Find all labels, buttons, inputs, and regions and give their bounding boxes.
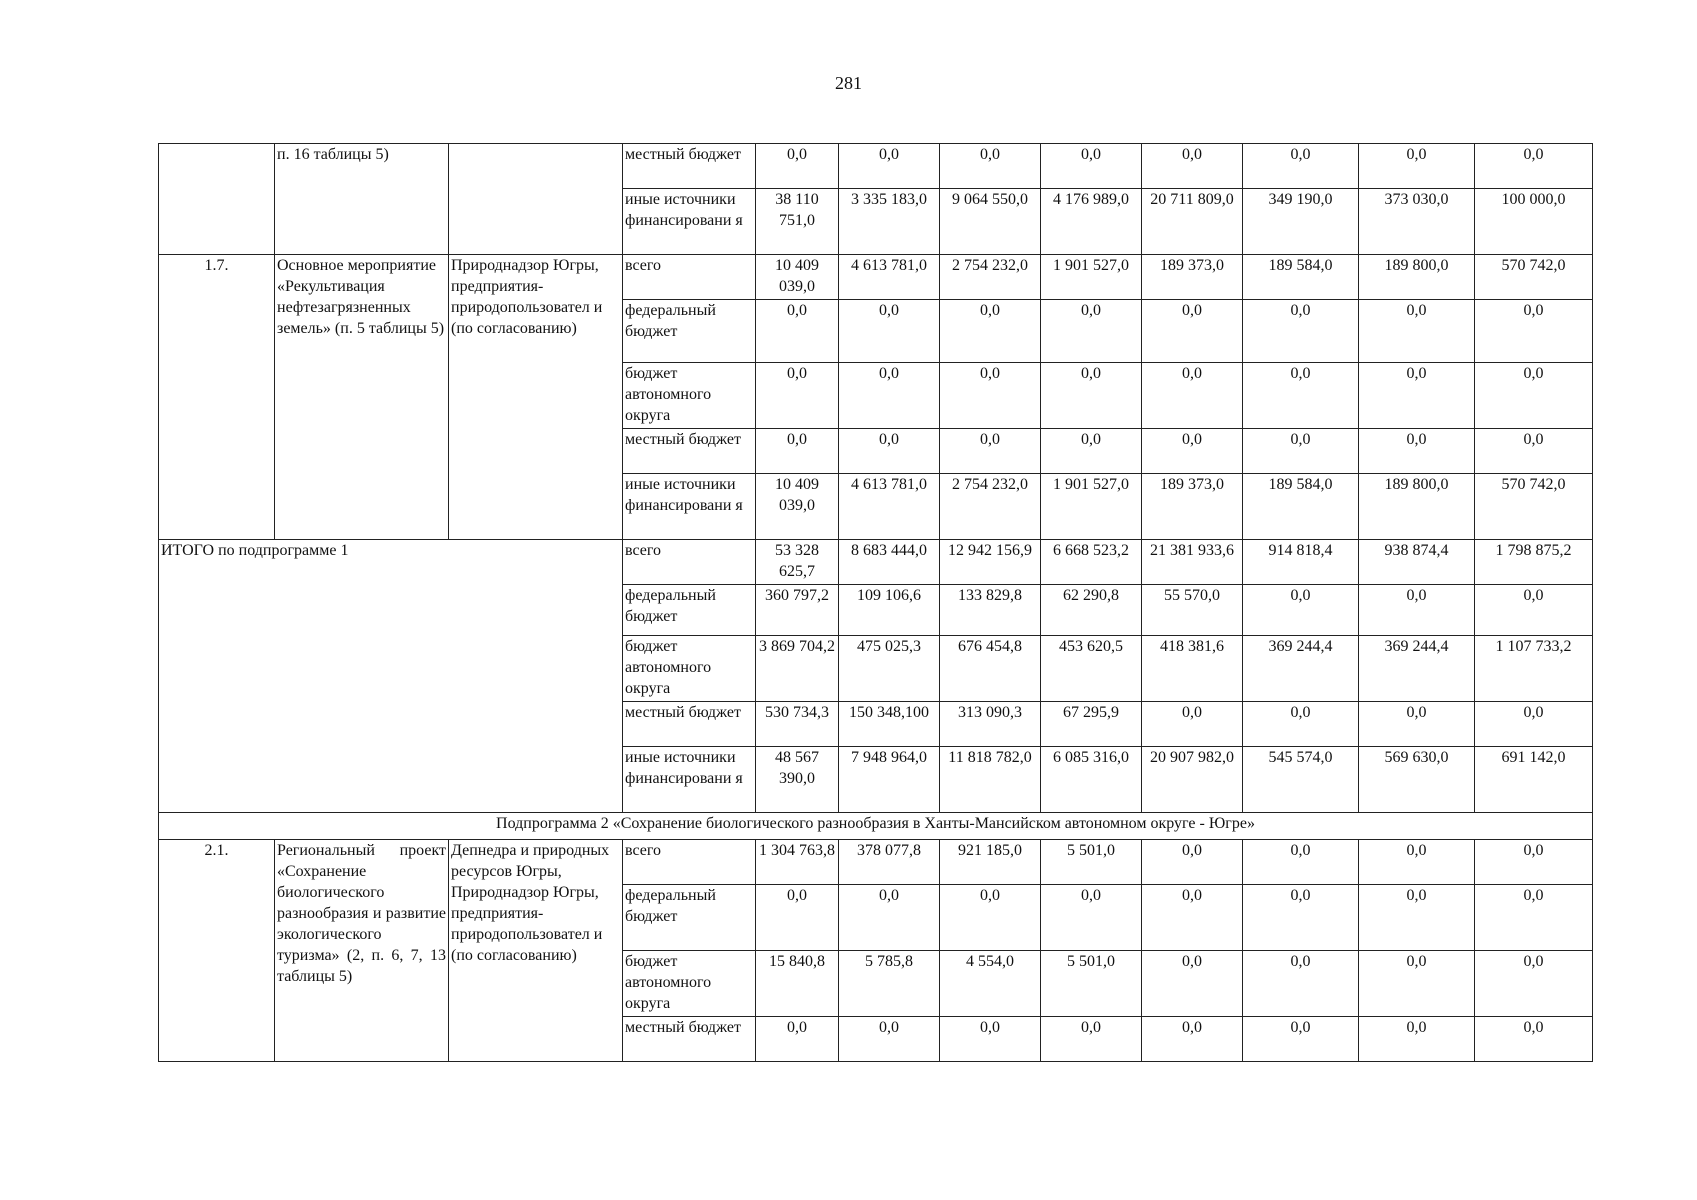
value-cell: 3 335 183,0	[839, 189, 940, 255]
value-cell: 0,0	[1475, 840, 1593, 885]
value-cell: 0,0	[1475, 702, 1593, 747]
item-number: 2.1.	[159, 840, 275, 1062]
value-cell: 0,0	[1142, 300, 1243, 363]
value-cell: 545 574,0	[1243, 747, 1359, 813]
value-cell: 0,0	[839, 429, 940, 474]
value-cell: 0,0	[1359, 702, 1475, 747]
measure-name: п. 16 таблицы 5)	[275, 144, 449, 255]
value-cell: 20 711 809,0	[1142, 189, 1243, 255]
funding-source: местный бюджет	[623, 429, 756, 474]
value-cell: 2 754 232,0	[940, 255, 1041, 300]
funding-source: бюджет автономного округа	[623, 636, 756, 702]
funding-source: всего	[623, 255, 756, 300]
value-cell: 10 409 039,0	[756, 255, 839, 300]
value-cell: 6 085 316,0	[1041, 747, 1142, 813]
value-cell: 0,0	[756, 144, 839, 189]
table-row	[159, 255, 1593, 300]
value-cell: 0,0	[839, 363, 940, 429]
value-cell: 0,0	[1475, 585, 1593, 636]
value-cell: 0,0	[1243, 429, 1359, 474]
value-cell: 0,0	[756, 363, 839, 429]
value-cell: 53 328 625,7	[756, 540, 839, 585]
value-cell: 1 798 875,2	[1475, 540, 1593, 585]
funding-source: иные источники финансировани я	[623, 189, 756, 255]
value-cell: 0,0	[1142, 363, 1243, 429]
funding-source: федеральный бюджет	[623, 300, 756, 363]
value-cell: 0,0	[1359, 144, 1475, 189]
value-cell: 109 106,6	[839, 585, 940, 636]
responsible-party: Природнадзор Югры, предприятия-природопользовател и (по согласованию)	[449, 255, 623, 540]
value-cell: 67 295,9	[1041, 702, 1142, 747]
value-cell: 48 567 390,0	[756, 747, 839, 813]
value-cell: 0,0	[1142, 1017, 1243, 1062]
value-cell: 0,0	[940, 300, 1041, 363]
value-cell: 0,0	[1243, 585, 1359, 636]
value-cell: 676 454,8	[940, 636, 1041, 702]
table-row	[159, 540, 1593, 585]
funding-source: всего	[623, 540, 756, 585]
value-cell: 0,0	[940, 885, 1041, 951]
value-cell: 0,0	[940, 363, 1041, 429]
value-cell: 453 620,5	[1041, 636, 1142, 702]
responsible-party	[449, 144, 623, 255]
subprogram-row	[159, 813, 1593, 840]
value-cell: 0,0	[1142, 702, 1243, 747]
value-cell: 0,0	[1243, 702, 1359, 747]
value-cell: 0,0	[1142, 429, 1243, 474]
value-cell: 0,0	[1041, 300, 1142, 363]
value-cell: 5 785,8	[839, 951, 940, 1017]
value-cell: 0,0	[1359, 1017, 1475, 1062]
value-cell: 0,0	[1243, 144, 1359, 189]
value-cell: 0,0	[1142, 840, 1243, 885]
value-cell: 9 064 550,0	[940, 189, 1041, 255]
value-cell: 15 840,8	[756, 951, 839, 1017]
value-cell: 0,0	[1243, 1017, 1359, 1062]
value-cell: 55 570,0	[1142, 585, 1243, 636]
value-cell: 38 110 751,0	[756, 189, 839, 255]
value-cell: 1 304 763,8	[756, 840, 839, 885]
value-cell: 189 373,0	[1142, 474, 1243, 540]
value-cell: 21 381 933,6	[1142, 540, 1243, 585]
value-cell: 378 077,8	[839, 840, 940, 885]
value-cell: 0,0	[1475, 363, 1593, 429]
total-label: ИТОГО по подпрограмме 1	[159, 540, 623, 813]
value-cell: 0,0	[1359, 363, 1475, 429]
value-cell: 691 142,0	[1475, 747, 1593, 813]
value-cell: 313 090,3	[940, 702, 1041, 747]
budget-table	[158, 143, 1593, 1062]
value-cell: 0,0	[839, 1017, 940, 1062]
value-cell: 0,0	[1475, 429, 1593, 474]
value-cell: 7 948 964,0	[839, 747, 940, 813]
value-cell: 4 613 781,0	[839, 474, 940, 540]
value-cell: 0,0	[1243, 951, 1359, 1017]
table-row	[159, 144, 1593, 189]
value-cell: 150 348,100	[839, 702, 940, 747]
value-cell: 0,0	[1475, 300, 1593, 363]
value-cell: 0,0	[1359, 951, 1475, 1017]
table-row	[159, 840, 1593, 885]
value-cell: 0,0	[1041, 1017, 1142, 1062]
value-cell: 0,0	[839, 885, 940, 951]
value-cell: 6 668 523,2	[1041, 540, 1142, 585]
value-cell: 0,0	[1243, 885, 1359, 951]
funding-source: бюджет автономного округа	[623, 363, 756, 429]
value-cell: 0,0	[839, 144, 940, 189]
funding-source: бюджет автономного округа	[623, 951, 756, 1017]
value-cell: 418 381,6	[1142, 636, 1243, 702]
funding-source: всего	[623, 840, 756, 885]
funding-source: федеральный бюджет	[623, 885, 756, 951]
value-cell: 4 613 781,0	[839, 255, 940, 300]
value-cell: 0,0	[756, 300, 839, 363]
value-cell: 0,0	[756, 1017, 839, 1062]
value-cell: 5 501,0	[1041, 951, 1142, 1017]
value-cell: 0,0	[1359, 300, 1475, 363]
value-cell: 570 742,0	[1475, 474, 1593, 540]
value-cell: 20 907 982,0	[1142, 747, 1243, 813]
value-cell: 189 584,0	[1243, 474, 1359, 540]
value-cell: 100 000,0	[1475, 189, 1593, 255]
value-cell: 0,0	[1475, 1017, 1593, 1062]
value-cell: 349 190,0	[1243, 189, 1359, 255]
value-cell: 3 869 704,2	[756, 636, 839, 702]
responsible-party: Депнедра и природных ресурсов Югры, Природнадзор Югры, предприятия-природопользовател и (по согласованию)	[449, 840, 623, 1062]
value-cell: 0,0	[1142, 144, 1243, 189]
value-cell: 0,0	[940, 1017, 1041, 1062]
value-cell: 4 554,0	[940, 951, 1041, 1017]
value-cell: 1 107 733,2	[1475, 636, 1593, 702]
value-cell: 0,0	[1359, 429, 1475, 474]
value-cell: 369 244,4	[1243, 636, 1359, 702]
value-cell: 2 754 232,0	[940, 474, 1041, 540]
value-cell: 1 901 527,0	[1041, 255, 1142, 300]
funding-source: местный бюджет	[623, 144, 756, 189]
item-number: 1.7.	[159, 255, 275, 540]
value-cell: 0,0	[940, 429, 1041, 474]
value-cell: 373 030,0	[1359, 189, 1475, 255]
value-cell: 4 176 989,0	[1041, 189, 1142, 255]
value-cell: 369 244,4	[1359, 636, 1475, 702]
value-cell: 5 501,0	[1041, 840, 1142, 885]
value-cell: 0,0	[1041, 885, 1142, 951]
value-cell: 0,0	[1475, 951, 1593, 1017]
value-cell: 360 797,2	[756, 585, 839, 636]
value-cell: 0,0	[1041, 429, 1142, 474]
value-cell: 0,0	[1142, 885, 1243, 951]
value-cell: 0,0	[1359, 885, 1475, 951]
funding-source: федеральный бюджет	[623, 585, 756, 636]
value-cell: 0,0	[1243, 363, 1359, 429]
value-cell: 12 942 156,9	[940, 540, 1041, 585]
value-cell: 938 874,4	[1359, 540, 1475, 585]
measure-name: Основное мероприятие «Рекультивация нефтезагрязненных земель» (п. 5 таблицы 5)	[275, 255, 449, 540]
value-cell: 0,0	[1142, 951, 1243, 1017]
value-cell: 8 683 444,0	[839, 540, 940, 585]
value-cell: 0,0	[1359, 840, 1475, 885]
value-cell: 0,0	[1041, 144, 1142, 189]
value-cell: 0,0	[1243, 300, 1359, 363]
value-cell: 0,0	[1475, 144, 1593, 189]
value-cell: 0,0	[839, 300, 940, 363]
value-cell: 133 829,8	[940, 585, 1041, 636]
value-cell: 0,0	[1041, 363, 1142, 429]
value-cell: 0,0	[756, 885, 839, 951]
funding-source: местный бюджет	[623, 1017, 756, 1062]
value-cell: 189 584,0	[1243, 255, 1359, 300]
subprogram-title: Подпрограмма 2 «Сохранение биологического разнообразия в Ханты-Мансийском автономном округе - Югре»	[159, 813, 1593, 840]
page-number: 281	[835, 73, 862, 93]
funding-source: иные источники финансировани я	[623, 747, 756, 813]
item-number	[159, 144, 275, 255]
value-cell: 921 185,0	[940, 840, 1041, 885]
value-cell: 530 734,3	[756, 702, 839, 747]
funding-source: местный бюджет	[623, 702, 756, 747]
value-cell: 0,0	[940, 144, 1041, 189]
value-cell: 0,0	[1475, 885, 1593, 951]
value-cell: 11 818 782,0	[940, 747, 1041, 813]
value-cell: 1 901 527,0	[1041, 474, 1142, 540]
value-cell: 10 409 039,0	[756, 474, 839, 540]
value-cell: 570 742,0	[1475, 255, 1593, 300]
value-cell: 189 800,0	[1359, 255, 1475, 300]
value-cell: 475 025,3	[839, 636, 940, 702]
value-cell: 914 818,4	[1243, 540, 1359, 585]
value-cell: 569 630,0	[1359, 747, 1475, 813]
value-cell: 0,0	[1243, 840, 1359, 885]
value-cell: 0,0	[1359, 585, 1475, 636]
measure-name: Региональный проект «Сохранение биологического разнообразия и развитие экологического туризма» (2, п. 6, 7, 13 таблицы 5)	[275, 840, 449, 1062]
value-cell: 0,0	[756, 429, 839, 474]
funding-source: иные источники финансировани я	[623, 474, 756, 540]
value-cell: 189 800,0	[1359, 474, 1475, 540]
value-cell: 62 290,8	[1041, 585, 1142, 636]
value-cell: 189 373,0	[1142, 255, 1243, 300]
